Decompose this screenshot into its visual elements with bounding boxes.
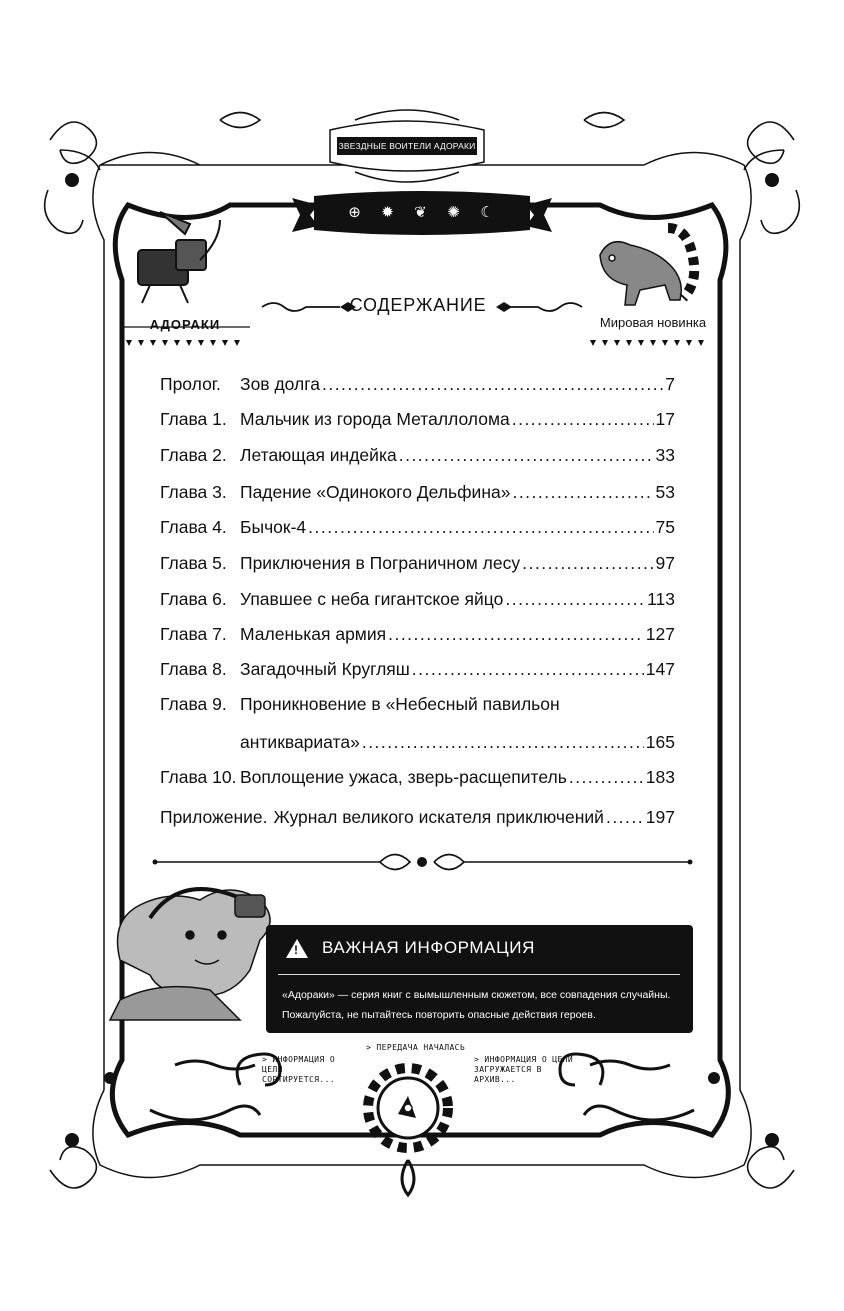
toc-title: Приключения в Пограничном лесу <box>240 553 521 573</box>
toc-leader <box>512 409 654 430</box>
toc-label: Глава 2. <box>160 445 227 465</box>
toc-title: Журнал великого искателя приключений <box>273 807 604 827</box>
toc-entry[interactable] <box>160 553 675 577</box>
caption-left: > ИНФОРМАЦИЯ О ЦЕЛИ СОРТИРУЕТСЯ... <box>262 1055 336 1084</box>
right-new-label: Мировая новинка <box>599 315 707 330</box>
info-text <box>282 985 682 1025</box>
important-info-box <box>266 925 693 1033</box>
toc-page: 113 <box>647 589 675 609</box>
toc-page: 97 <box>655 553 675 573</box>
toc-entry-continuation[interactable] <box>160 732 675 756</box>
toc-leader <box>522 553 653 574</box>
toc-title: Загадочный Кругляш <box>240 659 410 679</box>
moon-icon: ☾ <box>480 203 494 221</box>
toc-page: 165 <box>645 732 675 752</box>
toc-label: Глава 7. <box>160 624 227 644</box>
toc-entry[interactable] <box>160 807 675 831</box>
ribbon-icon-row <box>338 199 504 225</box>
toc-title: Зов долга <box>240 374 320 394</box>
toc-label: Приложение. <box>160 807 268 827</box>
toc-title: Бычок-4 <box>240 517 307 537</box>
toc-title: Маленькая армия <box>240 624 387 644</box>
toc-entry[interactable] <box>160 374 675 398</box>
page-title: СОДЕРЖАНИЕ <box>349 295 487 315</box>
toc-label: Глава 10. <box>160 767 237 787</box>
toc-label: Глава 8. <box>160 659 227 679</box>
info-heading-row <box>286 938 535 958</box>
toc-page: 183 <box>645 767 675 787</box>
toc-page: 17 <box>655 409 675 429</box>
toc-entry[interactable] <box>160 624 675 648</box>
toc-leader <box>606 807 644 828</box>
toc-leader <box>399 445 654 466</box>
toc-entry[interactable] <box>160 659 675 683</box>
toc-page: 33 <box>655 445 675 465</box>
warning-icon: ! <box>286 939 308 958</box>
caption-right: > ИНФОРМАЦИЯ О ЦЕЛИ ЗАГРУЖАЕТСЯ В АРХИВ... <box>474 1055 574 1084</box>
toc-entry[interactable] <box>160 517 675 541</box>
star-burst-icon: ✺ <box>447 203 460 221</box>
toc-title: Падение «Одинокого Дельфина» <box>240 482 511 502</box>
toc-leader <box>569 767 644 788</box>
toc-leader <box>512 482 653 503</box>
toc-leader <box>308 517 653 538</box>
toc-page: 7 <box>665 374 675 394</box>
info-heading: ВАЖНАЯ ИНФОРМАЦИЯ <box>322 938 535 957</box>
toc-label: Пролог. <box>160 374 221 394</box>
toc-leader <box>505 589 645 610</box>
toc-label: Глава 5. <box>160 553 227 573</box>
toc-leader <box>388 624 644 645</box>
toc-entry[interactable] <box>160 445 675 469</box>
globe-icon: ⊕ <box>348 203 361 221</box>
toc-page: 147 <box>645 659 675 679</box>
toc-title: Воплощение ужаса, зверь-расщепитель <box>240 767 567 787</box>
toc-page: 75 <box>655 517 675 537</box>
info-line-1: «Адораки» — серия книг с вымышленным сюжетом, все совпадения случайны. <box>282 989 671 1001</box>
toc-label: Глава 6. <box>160 589 227 609</box>
butterfly-icon: ❦ <box>414 203 427 221</box>
toc-title: Мальчик из города Металлолома <box>240 409 510 429</box>
toc-label: Глава 3. <box>160 482 227 502</box>
toc-entry[interactable] <box>160 767 675 791</box>
toc-title: Проникновение в «Небесный павильон <box>240 694 560 714</box>
toc-entry[interactable] <box>160 589 675 613</box>
toc-title: Упавшее с неба гигантское яйцо <box>240 589 504 609</box>
toc-title-continuation: антиквариата» <box>240 732 360 752</box>
toc-title: Летающая индейка <box>240 445 397 465</box>
caption-center: > ПЕРЕДАЧА НАЧАЛАСЬ <box>366 1043 466 1052</box>
left-series-label: АДОРАКИ <box>149 317 221 332</box>
sun-icon: ✹ <box>381 203 394 221</box>
toc-leader <box>412 659 644 680</box>
toc-label: Глава 4. <box>160 517 227 537</box>
info-divider <box>278 974 680 975</box>
series-banner: ЗВЕЗДНЫЕ ВОИТЕЛИ АДОРАКИ <box>337 137 477 155</box>
toc-label: Глава 9. <box>160 694 227 714</box>
toc-entry[interactable] <box>160 409 675 433</box>
toc-leader <box>362 732 644 753</box>
toc-page: 53 <box>655 482 675 502</box>
toc-page: 127 <box>645 624 675 644</box>
toc-label: Глава 1. <box>160 409 227 429</box>
info-line-2: Пожалуйста, не пытайтесь повторить опасные действия героев. <box>282 1009 596 1021</box>
toc-entry[interactable] <box>160 482 675 506</box>
toc-leader <box>322 374 663 395</box>
toc-entry[interactable] <box>160 694 675 718</box>
toc-page: 197 <box>645 807 675 827</box>
